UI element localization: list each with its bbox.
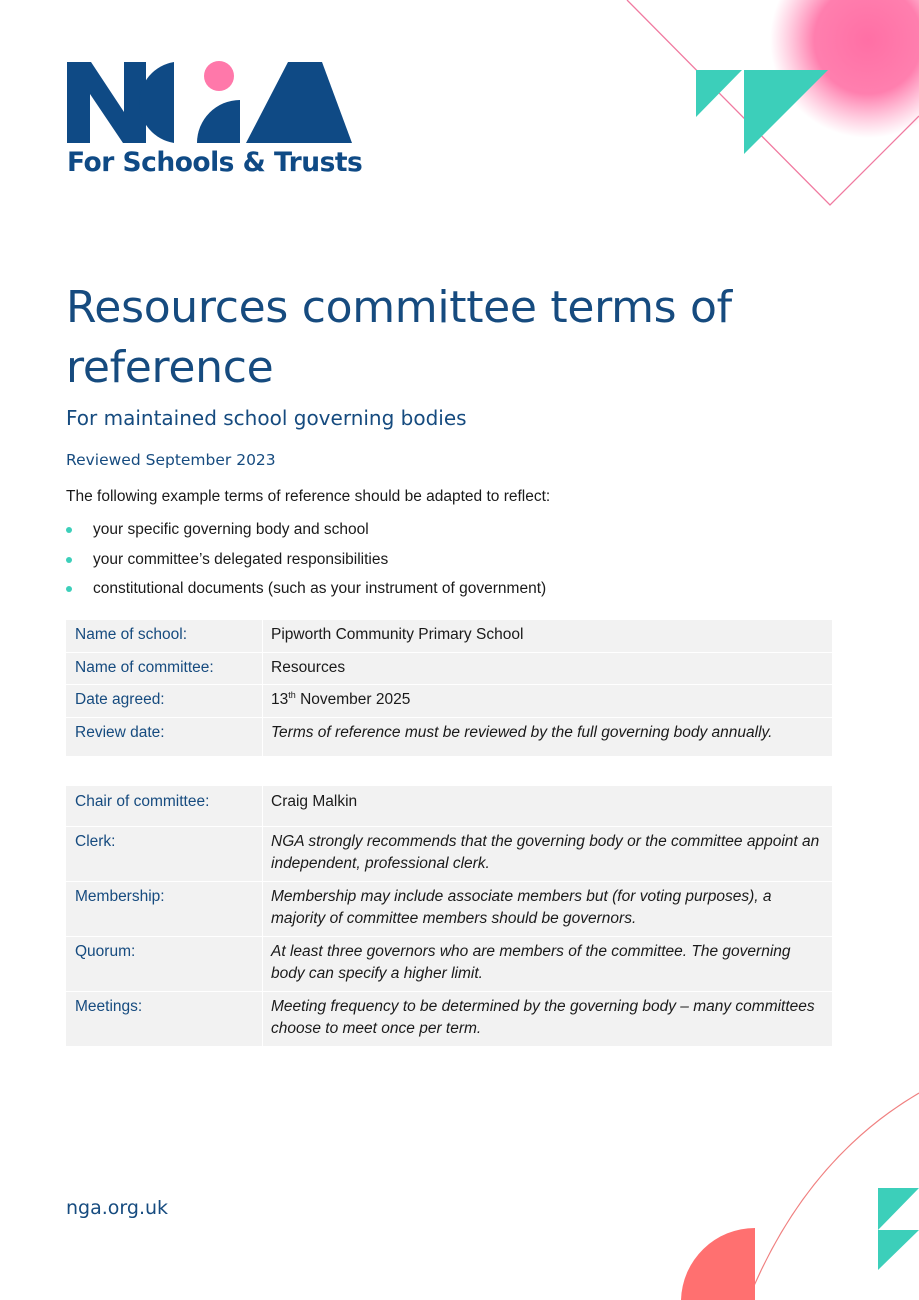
nga-logo <box>66 58 356 146</box>
table-row <box>66 685 832 718</box>
table-row <box>66 937 832 992</box>
teal-triangle-shape <box>878 1230 919 1270</box>
row-value: At least three governors who are members of the committee. The governing body can specify a higher limit. <box>263 937 832 992</box>
bullet-dot-icon <box>66 527 72 533</box>
committee-details-table <box>66 786 832 1047</box>
website-link[interactable]: nga.org.uk <box>66 1197 169 1219</box>
teal-triangle-shape <box>878 1188 919 1230</box>
review-note: Reviewed September 2023 <box>66 451 276 469</box>
table-row <box>66 827 832 882</box>
row-value: Pipworth Community Primary School <box>263 620 832 653</box>
table-row <box>66 620 832 653</box>
page-subtitle: For maintained school governing bodies <box>66 406 467 430</box>
school-details-table <box>66 620 832 757</box>
table-row <box>66 992 832 1047</box>
row-label: Review date: <box>66 718 263 757</box>
row-value: NGA strongly recommends that the governing body or the committee appoint an independent, professional clerk. <box>263 827 832 882</box>
row-label: Membership: <box>66 882 263 937</box>
table-row <box>66 882 832 937</box>
list-item-text: your specific governing body and school <box>93 521 369 538</box>
row-value: Craig Malkin <box>263 786 832 827</box>
row-label: Quorum: <box>66 937 263 992</box>
row-value: Membership may include associate members but (for voting purposes), a majority of committee members should be governors. <box>263 882 832 937</box>
row-label: Date agreed: <box>66 685 263 718</box>
table-row <box>66 786 832 827</box>
intro-text: The following example terms of reference should be adapted to reflect: <box>66 488 551 505</box>
row-value <box>263 685 832 718</box>
row-label: Name of school: <box>66 620 263 653</box>
pink-glow-shape <box>770 0 919 138</box>
bullet-dot-icon <box>66 586 72 592</box>
row-value: Terms of reference must be reviewed by the full governing body annually. <box>263 718 832 757</box>
adapt-list <box>66 520 546 609</box>
row-label: Meetings: <box>66 992 263 1047</box>
row-value: Resources <box>263 653 832 686</box>
list-item <box>66 550 546 580</box>
date-ordinal: th <box>288 690 296 700</box>
coral-quarter-circle <box>681 1228 755 1300</box>
row-value: Meeting frequency to be determined by the governing body – many committees choose to meet once per term. <box>263 992 832 1047</box>
list-item <box>66 520 546 550</box>
list-item-text: your committee’s delegated responsibilities <box>93 550 389 568</box>
table-row <box>66 653 832 686</box>
row-label: Chair of committee: <box>66 786 263 827</box>
list-item <box>66 579 546 609</box>
logo-subtitle: For Schools & Trusts <box>67 147 363 178</box>
date-rest: November 2025 <box>295 691 411 708</box>
list-item-text: constitutional documents (such as your instrument of government) <box>93 580 547 597</box>
row-label: Name of committee: <box>66 653 263 686</box>
page-title: Resources committee terms of reference <box>66 282 732 393</box>
bullet-dot-icon <box>66 557 72 563</box>
row-label: Clerk: <box>66 827 263 882</box>
date-day: 13 <box>271 691 289 708</box>
table-row <box>66 718 832 757</box>
